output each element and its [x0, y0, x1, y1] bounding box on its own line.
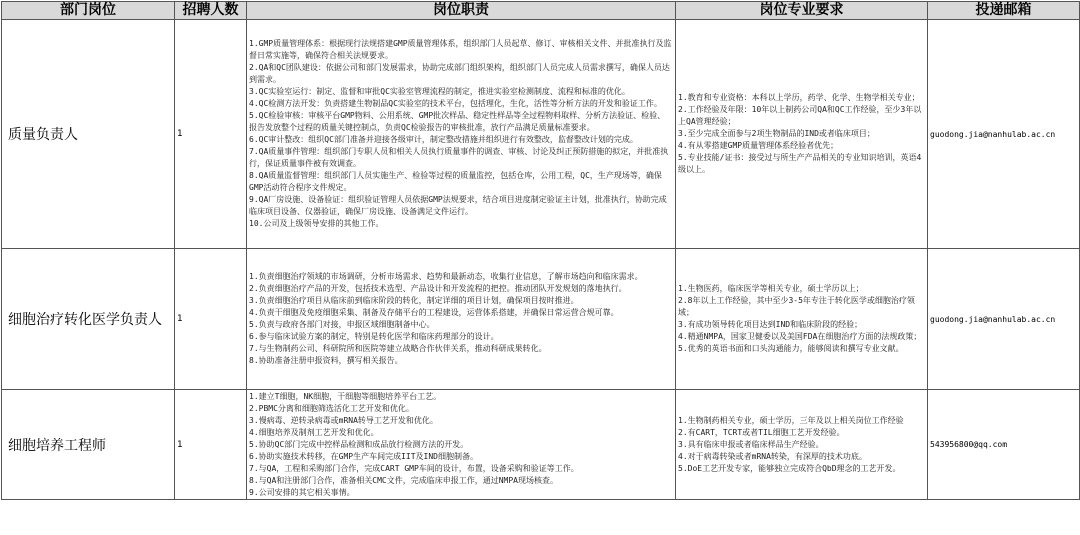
requirements-cell: [676, 249, 928, 390]
duty-item: 3.慢病毒、逆转录病毒或mRNA转导工艺开发和优化。: [249, 415, 438, 425]
duty-item: 7.与QA，工程和采购部门合作，完成CART GMP车间的设计，布置，设备采购和验证等工作。: [249, 463, 579, 473]
duties-cell: [247, 390, 676, 500]
requirements-cell: [676, 390, 928, 500]
requirement-item: 1.生物制药相关专业，硕士学历，三年及以上相关岗位工作经验: [678, 415, 904, 425]
email-cell[interactable]: guodong.jia@nanhulab.ac.cn: [928, 249, 1080, 390]
duties-cell: [247, 20, 676, 249]
requirement-item: 4.有从零搭建GMP质量管理体系经验者优先；: [678, 141, 839, 150]
requirement-item: 4.对于病毒转染或者mRNA转染，有深厚的技术功底。: [678, 451, 867, 461]
duty-item: 1.GMP质量管理体系：根据现行法规搭建GMP质量管理体系，组织部门人员起草、修订、审核相关文件、并批准执行及监督日常实施等，确保符合相关法规要求。: [249, 39, 672, 60]
requirement-item: 3.有成功领导转化项目达到IND和临床阶段的经验；: [678, 320, 863, 329]
duty-item: 8.协助准备注册申报资料，撰写相关报告。: [249, 356, 403, 365]
duty-item: 1.负责细胞治疗领域的市场调研，分析市场需求、趋势和最新动态，收集行业信息，了解市场趋向和临床需求。: [249, 272, 643, 281]
requirement-item: 2.有CART，TCRT或者TIL细胞工艺开发经验。: [678, 427, 845, 437]
duty-item: 5.负责与政府各部门对接，申报区域细胞制备中心。: [249, 320, 435, 329]
duty-item: 10.公司及上级领导安排的其他工作。: [249, 219, 384, 228]
duty-item: 2.QA和QC团队建设：依据公司和部门发展需求，协助完成部门组织架构，组织部门人员完成人员需求撰写，确保人员达到需求。: [249, 63, 670, 84]
duty-item: 8.与QA和注册部门合作，准备相关CMC文件，完成临床申报工作，通过NMPA现场核查。: [249, 475, 558, 485]
duties-cell: [247, 249, 676, 390]
dept-cell: 细胞治疗转化医学负责人: [2, 249, 175, 390]
requirement-item: 5.优秀的英语书面和口头沟通能力，能够阅读和撰写专业文献。: [678, 344, 904, 353]
requirement-item: 1.教育和专业资格：本科以上学历，药学、化学、生物学相关专业；: [678, 93, 920, 102]
header-requirements: 岗位专业要求: [676, 2, 928, 20]
duty-item: 5.QC检验审核：审核平台GMP物料、公用系统、GMP批次样品、稳定性样品等全过程物料取样、分析方法验证、检验、报告发放整个过程的质量关键控制点，负责QC检验报告的审核批准，放行产品满足质量标准要求。: [249, 111, 666, 132]
requirement-item: 3.具有临床申报或者临床样品生产经验。: [678, 439, 824, 449]
table-row: [2, 249, 1080, 390]
header-email: 投递邮箱: [928, 2, 1080, 20]
duty-item: 2.负责细胞治疗产品的开发，包括技术选型、产品设计和开发流程的把控。推动团队开发规划的落地执行。: [249, 284, 627, 293]
duty-item: 3.QC实验室运行：制定、监督和审批QC实验室管理流程的制定，推进实验室检测制度、流程和标准的优化。: [249, 87, 630, 96]
requirement-item: 5.专业技能/证书：接受过与所生产产品相关的专业知识培训，英语4 级以上。: [678, 153, 922, 174]
duty-item: 3.负责细胞治疗项目从临床前到临床阶段的转化，制定详细的项目计划，确保项目按时推进。: [249, 296, 579, 305]
duty-item: 6.QC审计整改：组织QC部门准备并迎接各级审计，制定整改措施并组织进行有效整改，监督整改计划的完成。: [249, 135, 638, 144]
duty-item: 4.负责干细胞及免疫细胞采集、制备及存储平台的工程建设，运营体系搭建，并确保日常运营合规可靠。: [249, 308, 619, 317]
header-row: [2, 2, 1080, 20]
requirement-item: 3.至少完成全面参与2项生物制品的IND或者临床项目；: [678, 129, 875, 138]
duty-item: 8.QA质量监督管理：组织部门人员实施生产、检验等过程的质量监控，包括仓库，公用工程，QC，生产现场等，确保GMP活动符合程序文件规定。: [249, 171, 662, 192]
duty-item: 6.参与临床试验方案的制定，特别是转化医学和临床药理部分的设计。: [249, 332, 499, 341]
duty-item: 7.与生物制药公司、科研院所和医院等建立战略合作伙伴关系，推动科研成果转化。: [249, 344, 547, 353]
duty-item: 5.协助QC部门完成中控样品检测和成品放行检测方法的开发。: [249, 439, 469, 449]
dept-cell: 质量负责人: [2, 20, 175, 249]
requirement-item: 4.精通NMPA，国家卫健委以及美国FDA在细胞治疗方面的法规政策；: [678, 332, 922, 341]
duty-item: 9.QA厂房设施、设备验证：组织验证管理人员依据GMP法规要求，结合项目进度制定验证主计划，批准执行，协助完成临床项目设备、仪器验证，确保厂房设施、设备满足文件运行。: [249, 195, 667, 216]
duty-item: 2.PBMC分离和细胞筛选活化工艺开发和优化。: [249, 403, 414, 413]
header-count: 招聘人数: [175, 2, 247, 20]
dept-cell: 细胞培养工程师: [2, 390, 175, 500]
duty-item: 9.公司安排的其它相关事情。: [249, 487, 355, 497]
duty-item: 6.协助实施技术转移，在GMP生产车间完成IIT及IND细胞制备。: [249, 451, 478, 461]
header-dept: 部门岗位: [2, 2, 175, 20]
requirements-cell: [676, 20, 928, 249]
duty-item: 1.建立T细胞，NK细胞，干细胞等细胞培养平台工艺。: [249, 391, 442, 401]
table-row: [2, 390, 1080, 500]
header-duties: 岗位职责: [247, 2, 676, 20]
table-row: [2, 20, 1080, 249]
recruitment-table: [1, 1, 1080, 500]
email-cell[interactable]: 543956800@qq.com: [928, 390, 1080, 500]
requirement-item: 5.DoE工艺开发专家，能够独立完成符合QbD理念的工艺开发。: [678, 463, 901, 473]
duty-item: 4.QC检测方法开发：负责搭建生物制品QC实验室的技术平台，包括理化，生化，活性等分析方法的开发和验证工作。: [249, 99, 662, 108]
duty-item: 4.细胞培养及制剂工艺开发和优化。: [249, 427, 379, 437]
requirement-item: 2.8年以上工作经验，其中至少3-5年专注于转化医学或细胞治疗领域；: [678, 296, 915, 317]
duty-item: 7.QA质量事件管理：组织部门专职人员和相关人员执行质量事件的调查、审核、讨论及纠正预防措施的拟定，并批准执行，保证质量事件被有效调查。: [249, 147, 669, 168]
count-cell: 1: [175, 390, 247, 500]
email-cell[interactable]: guodong.jia@nanhulab.ac.cn: [928, 20, 1080, 249]
count-cell: 1: [175, 20, 247, 249]
count-cell: 1: [175, 249, 247, 390]
requirement-item: 2.工作经验及年限：10年以上制药公司QA和QC工作经验，至少3年以上QA管理经验；: [678, 105, 922, 126]
requirement-item: 1.生物医药，临床医学等相关专业，硕士学历以上；: [678, 284, 864, 293]
